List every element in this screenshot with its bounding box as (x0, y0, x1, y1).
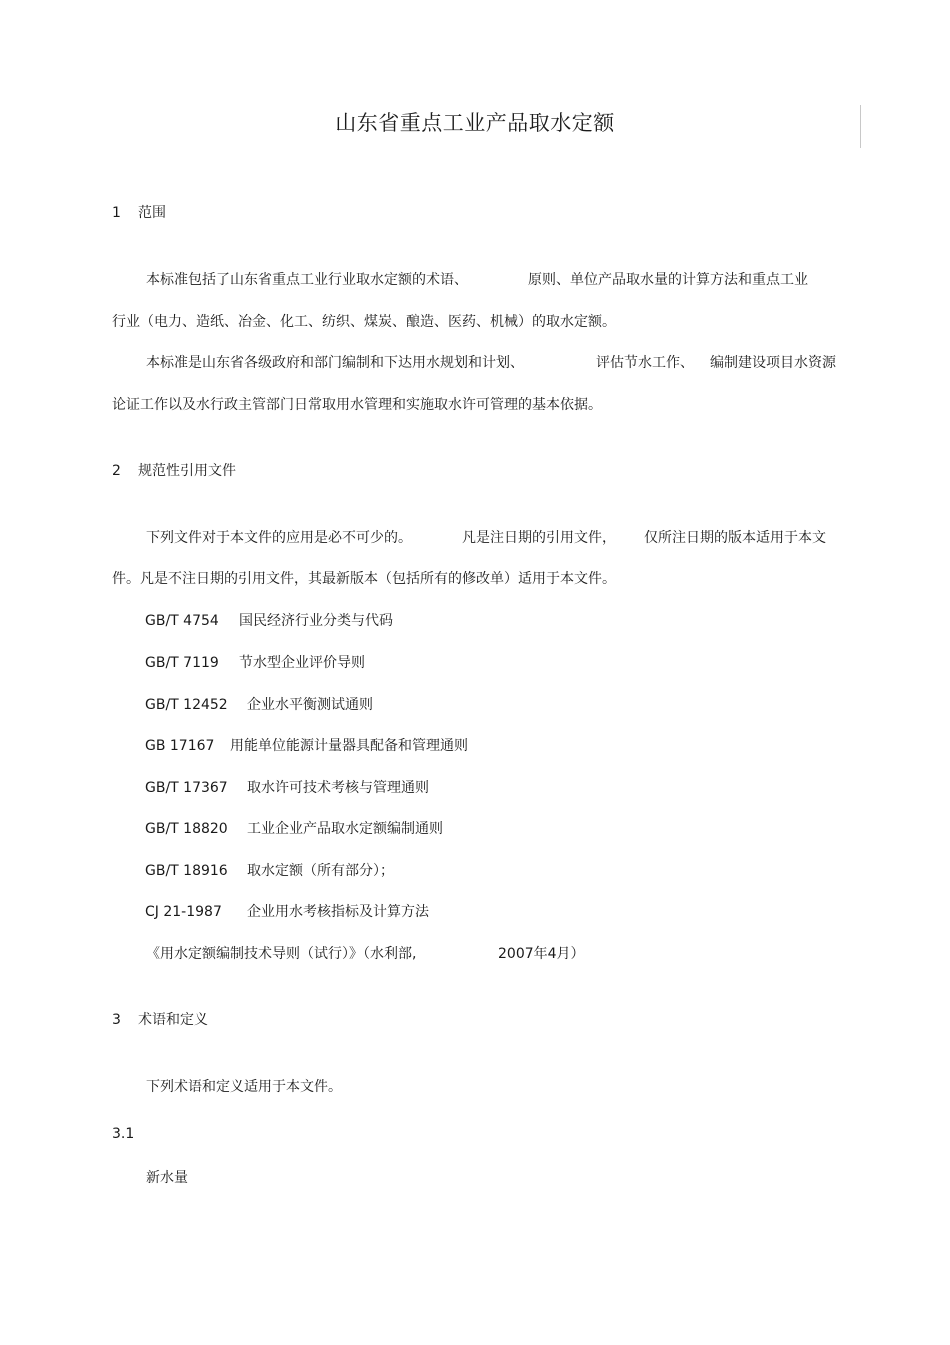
reference-item (145, 819, 443, 839)
section-3-intro: 下列术语和定义适用于本文件。 (146, 1079, 342, 1095)
section-2-intro-line-2: 件。凡是不注日期的引用文件，其最新版本（包括所有的修改单）适用于本文件。 (112, 571, 616, 587)
reference-item (145, 653, 365, 673)
reference-title: 取水许可技术考核与管理通则 (247, 780, 429, 796)
section-number: 1 (112, 205, 121, 221)
reference-item (145, 861, 394, 881)
reference-code: GB/T 12452 (145, 697, 228, 713)
reference-title: 用能单位能源计量器具配备和管理通则 (230, 738, 468, 754)
section-2-heading (112, 461, 236, 481)
reference-guideline-a: 《用水定额编制技术导则（试行）》（水利部, (146, 946, 417, 962)
section-1-paragraph-2-line-1a: 本标准是山东省各级政府和部门编制和下达用水规划和计划、 (146, 355, 524, 371)
reference-item (145, 611, 393, 631)
section-1-paragraph-1-line-1a: 本标准包括了山东省重点工业行业取水定额的术语、 (146, 272, 468, 288)
reference-title: 取水定额（所有部分）； (247, 863, 394, 879)
section-number: 2 (112, 463, 121, 479)
reference-title: 企业水平衡测试通则 (247, 697, 373, 713)
section-2-intro-line-1c: 仅所注日期的版本适用于本文 (644, 530, 826, 546)
reference-code: GB 17167 (145, 738, 215, 754)
reference-guideline-b: 2007年4月） (498, 946, 585, 962)
section-1-paragraph-2-line-1b: 评估节水工作、 (596, 355, 694, 371)
section-2-intro-line-1a: 下列文件对于本文件的应用是必不可少的。 (146, 530, 412, 546)
reference-code: GB/T 18820 (145, 821, 228, 837)
reference-title: 工业企业产品取水定额编制通则 (247, 821, 443, 837)
section-3-heading (112, 1010, 208, 1030)
section-1-heading (112, 203, 166, 223)
section-title: 范围 (138, 205, 166, 221)
document-title: 山东省重点工业产品取水定额 (335, 111, 615, 135)
reference-code: GB/T 17367 (145, 780, 228, 796)
reference-title: 企业用水考核指标及计算方法 (247, 904, 429, 920)
reference-code: GB/T 7119 (145, 655, 219, 671)
section-title: 规范性引用文件 (138, 463, 236, 479)
subsection-number: 3.1 (112, 1126, 135, 1142)
section-2-intro-line-1b: 凡是注日期的引用文件， (462, 530, 616, 546)
reference-item (145, 736, 468, 756)
section-1-paragraph-2-line-2: 论证工作以及水行政主管部门日常取用水管理和实施取水许可管理的基本依据。 (112, 397, 602, 413)
reference-code: GB/T 18916 (145, 863, 228, 879)
section-1-paragraph-1-line-2: 行业（电力、造纸、冶金、化工、纺织、煤炭、酿造、医药、机械）的取水定额。 (112, 314, 616, 330)
reference-item (145, 695, 373, 715)
reference-title: 国民经济行业分类与代码 (239, 613, 393, 629)
section-1-paragraph-1-line-1b: 原则、单位产品取水量的计算方法和重点工业 (528, 272, 808, 288)
reference-title: 节水型企业评价导则 (239, 655, 365, 671)
subsection-term: 新水量 (146, 1170, 188, 1186)
section-number: 3 (112, 1012, 121, 1028)
section-title: 术语和定义 (138, 1012, 208, 1028)
reference-code: CJ 21-1987 (145, 904, 222, 920)
section-1-paragraph-2-line-1c: 编制建设项目水资源 (710, 355, 836, 371)
reference-item (145, 902, 429, 922)
reference-code: GB/T 4754 (145, 613, 219, 629)
reference-item (145, 778, 429, 798)
